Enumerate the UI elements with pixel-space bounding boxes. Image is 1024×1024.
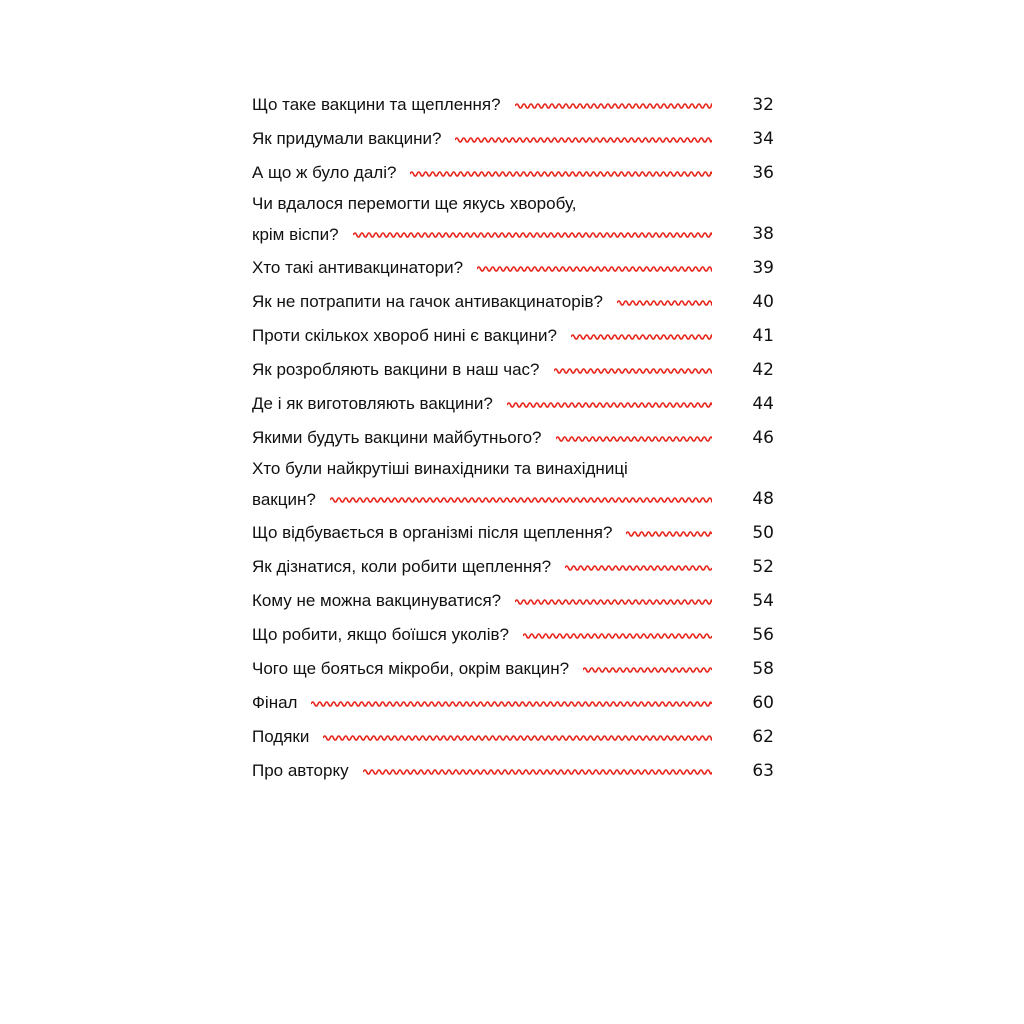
toc-page-number: 32	[752, 95, 774, 115]
wavy-leader	[363, 766, 712, 778]
toc-entry-title: вакцин?	[252, 489, 316, 509]
toc-entry-title: Про авторку	[252, 761, 349, 780]
toc-entry-title: Хто такі антивакцинатори?	[252, 258, 464, 277]
toc-entry[interactable]	[252, 516, 774, 550]
toc-entry-title: А що ж було далі?	[252, 163, 397, 182]
toc-page-number: 39	[752, 258, 774, 278]
toc-entry-title: Що робити, якщо боїшся уколів?	[252, 625, 509, 644]
toc-entry-title: Кому не можна вакцинуватися?	[252, 591, 502, 610]
wavy-leader	[311, 698, 712, 710]
toc-entry[interactable]	[252, 720, 774, 754]
toc-entry-title: Фінал	[252, 693, 298, 712]
wavy-leader	[507, 399, 712, 411]
toc-page-number: 34	[752, 129, 774, 149]
wavy-leader	[353, 229, 712, 241]
toc-entry[interactable]	[252, 122, 774, 156]
wavy-leader	[410, 168, 712, 180]
toc-page-number: 54	[752, 591, 774, 611]
toc-entry-title: Як розробляють вакцини в наш час?	[252, 360, 540, 379]
toc-entry-title: Що відбувається в організмі після щеплення?	[252, 523, 613, 542]
toc-entry[interactable]	[252, 455, 774, 516]
toc-page-number: 62	[752, 727, 774, 747]
toc-page-number: 48	[752, 488, 774, 509]
toc-entry[interactable]	[252, 88, 774, 122]
table-of-contents	[252, 88, 774, 788]
toc-page-number: 60	[752, 693, 774, 713]
toc-entry[interactable]	[252, 421, 774, 455]
toc-entry[interactable]	[252, 652, 774, 686]
toc-page-number: 58	[752, 659, 774, 679]
toc-page-number: 41	[752, 326, 774, 346]
toc-entry[interactable]	[252, 618, 774, 652]
toc-page-number: 63	[752, 761, 774, 781]
toc-entry[interactable]	[252, 584, 774, 618]
wavy-leader	[477, 263, 712, 275]
toc-entry[interactable]	[252, 285, 774, 319]
toc-entry-title: Подяки	[252, 727, 310, 746]
toc-entry-title: Якими будуть вакцини майбутнього?	[252, 428, 542, 447]
toc-entry-title: Де і як виготовляють вакцини?	[252, 394, 493, 413]
toc-page-number: 56	[752, 625, 774, 645]
toc-entry[interactable]	[252, 251, 774, 285]
toc-page-number: 52	[752, 557, 774, 577]
wavy-leader	[583, 664, 712, 676]
wavy-leader	[515, 596, 712, 608]
toc-entry-title: Як придумали вакцини?	[252, 129, 442, 148]
toc-page-number: 46	[752, 428, 774, 448]
wavy-leader	[330, 494, 712, 506]
toc-entry[interactable]	[252, 550, 774, 584]
wavy-leader	[626, 528, 712, 540]
toc-entry[interactable]	[252, 353, 774, 387]
toc-page-number: 40	[752, 292, 774, 312]
toc-page-number: 50	[752, 523, 774, 543]
toc-entry-title: Що таке вакцини та щеплення?	[252, 95, 501, 114]
toc-page-number: 42	[752, 360, 774, 380]
toc-entry-title: крім віспи?	[252, 224, 339, 244]
toc-entry-title: Проти скількох хвороб нині є вакцини?	[252, 326, 558, 345]
toc-entry-title: Як не потрапити на гачок антивакцинаторів?	[252, 292, 603, 311]
toc-entry[interactable]	[252, 319, 774, 353]
wavy-leader	[571, 331, 712, 343]
toc-page-number: 44	[752, 394, 774, 414]
wavy-leader	[554, 365, 713, 377]
toc-entry[interactable]	[252, 190, 774, 251]
toc-entry-title: Чого ще бояться мікроби, окрім вакцин?	[252, 659, 570, 678]
wavy-leader	[565, 562, 712, 574]
wavy-leader	[323, 732, 712, 744]
toc-entry-title-line1: Чи вдалося перемогти ще якусь хворобу,	[252, 194, 577, 213]
toc-entry[interactable]	[252, 156, 774, 190]
wavy-leader	[515, 100, 712, 112]
wavy-leader	[455, 134, 712, 146]
toc-entry-title-line1: Хто були найкрутіші винахідники та винахідниці	[252, 459, 628, 478]
wavy-leader	[617, 297, 712, 309]
wavy-leader	[523, 630, 712, 642]
toc-entry[interactable]	[252, 387, 774, 421]
toc-entry[interactable]	[252, 754, 774, 788]
toc-entry[interactable]	[252, 686, 774, 720]
toc-page-number: 36	[752, 163, 774, 183]
toc-page-number: 38	[752, 223, 774, 244]
wavy-leader	[556, 433, 713, 445]
toc-entry-title: Як дізнатися, коли робити щеплення?	[252, 557, 552, 576]
